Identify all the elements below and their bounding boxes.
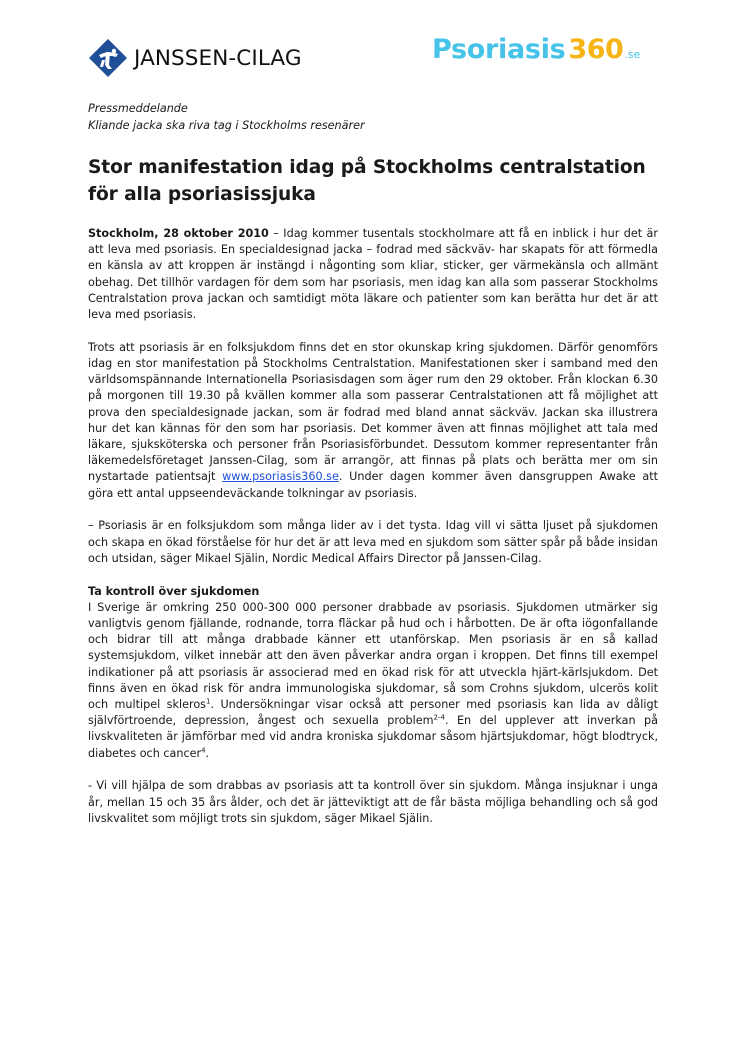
- document-subtitle: Kliande jacka ska riva tag i Stockholms resenärer: [88, 119, 365, 132]
- paragraph-manifestation: [88, 340, 658, 502]
- page-header: [0, 0, 746, 90]
- dateline: Stockholm, 28 oktober 2010: [88, 227, 269, 240]
- paragraph-disease-facts: [88, 600, 658, 762]
- brand-word: Psoriasis: [432, 34, 566, 65]
- paragraph-quote-2: - Vi vill hjälpa de som drabbas av psoriasis att ta kontroll över sin sjukdom. Många insjuknar i unga år, mellan 15 och 35 års ålder, och det är jätteviktigt att de får bästa möjliga behandling och så god livskvalitet som möjligt trots sin sjukdom, säger Mikael Själin.: [88, 779, 658, 825]
- section-heading: Ta kontroll över sjukdomen: [88, 584, 260, 598]
- company-name: JANSSEN-CILAG: [134, 45, 302, 71]
- brand-number: 360: [568, 34, 624, 65]
- facts-text-b: . Undersökningar visar också att personer med psoriasis kan lida av dåligt självförtroende, depression, ångest och sexuella problem: [88, 698, 658, 728]
- janssen-cilag-logo: [88, 36, 302, 80]
- psoriasis360-logo: [432, 34, 640, 78]
- document-label: Pressmeddelande: [88, 102, 188, 115]
- paragraph-manifestation-text-b: . Under dagen kommer även dansgruppen Awake att göra ett antal uppseendeväckande tolkningar av psoriasis.: [88, 470, 659, 500]
- paragraph-manifestation-text-a: Trots att psoriasis är en folksjukdom finns det en stor okunskap kring sjukdomen. Därför genomförs idag en stor manifestation på Stockholms Centralstation. Manifestationen sker i samband med den världsomspännande Internationella Psoriasisdagen som äger rum den 29 oktober. Från klockan 6.30 på morgonen till 19.30 på kvällen kommer alla som passerar Centralstationen att få möjlighet att prova den specialdesignade jackan, som är fodrad med bland annat säckväv. Jackan ska illustrera hur det kan kännas för den som har psoriasis. Det kommer även att finnas möjlighet att tala med läkare, sjuksköterska och personer från Psoriasisförbundet. Dessutom kommer representanter från läkemedelsföretaget Janssen-Cilag, som är arrangör, att finnas på plats och berätta mer om sin nystartade patientsajt: [88, 340, 658, 484]
- facts-text-d: .: [205, 746, 210, 760]
- press-release-body: [88, 100, 658, 827]
- brand-suffix: .se: [624, 48, 641, 61]
- footnote-ref-1: 1: [206, 697, 211, 706]
- website-link[interactable]: www.psoriasis360.se: [222, 470, 339, 484]
- footnote-ref-2: 2-4: [433, 713, 445, 722]
- facts-text-a: I Sverige är omkring 250 000-300 000 personer drabbade av psoriasis. Sjukdomen utmärker sig vanligtvis genom fjällande, rodnande, torra fläckar på hud och i hårbotten. De är ofta iögonfallande och bidrar till att många drabbade känner ett utanförskap. Men psoriasis är en så kallad systemsjukdom, vilket innebär att den även påverkar andra organ i kroppen. Det finns till exempel indikationer på att psoriasis är associerad med en ökad risk för att utveckla hjärt-kärlsjukdom. Det finns även en ökad risk för andra immunologiska sjukdomar, så som Crohns sjukdom, ulcerös kolit och multipel skleros: [88, 600, 658, 712]
- janssen-cilag-logo-icon: [88, 38, 128, 78]
- page-title: Stor manifestation idag på Stockholms centralstation för alla psoriasissjuka: [88, 157, 646, 205]
- paragraph-intro-text: – Idag kommer tusentals stockholmare att få en inblick i hur det är att leva med psoriasis. En specialdesignad jacka – fodrad med säckväv- har skapats för att förmedla en känsla av att kroppen är instängd i någonting som kliar, sticker, ger värmekänsla och allmänt obehag. Det tillhör vardagen för dem som har psoriasis, men idag kan alla som passerar Stockholms Centralstation prova jackan och samtidigt möta läkare och patienter som kan berätta hur det är att leva med psoriasis.: [88, 227, 658, 322]
- paragraph-intro: [88, 226, 658, 323]
- footnote-ref-3: 4: [201, 745, 206, 754]
- facts-text-c: . En del upplever att inverkan på livskvaliteten är jämförbar med vid andra kroniska sjukdomar såsom hjärtsjukdomar, högt blodtryck, diabetes och cancer: [88, 714, 658, 760]
- paragraph-quote-1: – Psoriasis är en folksjukdom som många lider av i det tysta. Idag vill vi sätta ljuset på sjukdomen och skapa en ökad förståelse för hur det är att leva med en sjukdom som sätter spår på både insidan och utsidan, säger Mikael Själin, Nordic Medical Affairs Director på Janssen-Cilag.: [88, 519, 658, 565]
